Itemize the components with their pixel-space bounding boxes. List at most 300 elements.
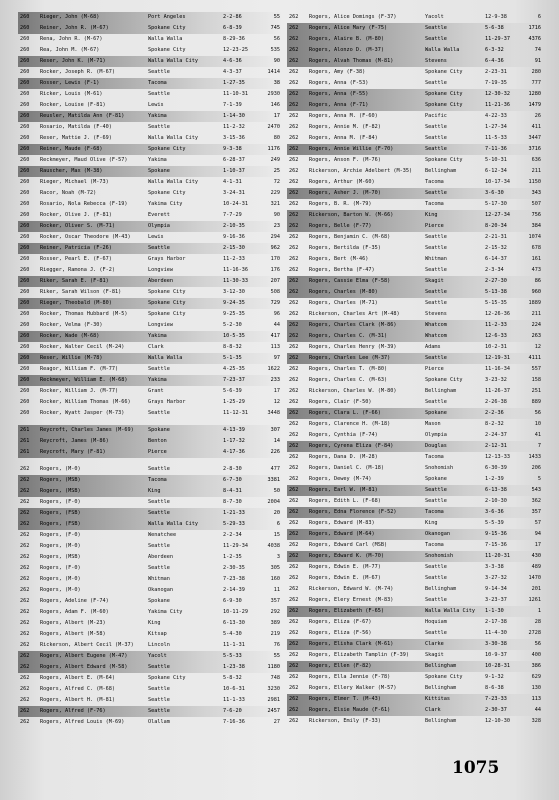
- entry-code: 260: [20, 69, 30, 75]
- entry-number: 748: [270, 675, 280, 681]
- entry-name: Reser, Willie (M-78): [40, 355, 103, 361]
- entry-number: 305: [270, 565, 280, 571]
- index-row: [18, 629, 283, 640]
- entry-code: 262: [20, 697, 30, 703]
- entry-number: 1280: [528, 91, 541, 97]
- entry-place: Kittitas: [425, 696, 450, 702]
- entry-number: 962: [270, 245, 280, 251]
- entry-code: 260: [20, 388, 30, 394]
- entry-code: 262: [289, 234, 299, 240]
- entry-name: Rogers, B. R. (M-79): [309, 201, 372, 207]
- entry-place: Seattle: [148, 499, 170, 505]
- entry-date: 7-11-36: [485, 146, 507, 152]
- index-row: [287, 463, 543, 474]
- entry-code: 262: [289, 25, 299, 31]
- entry-code: 262: [289, 652, 299, 658]
- entry-place: Spokane City: [148, 300, 186, 306]
- index-row: [287, 122, 543, 133]
- entry-place: Seattle: [148, 366, 170, 372]
- entry-date: 6-28-37: [223, 157, 245, 163]
- entry-code: 260: [20, 355, 30, 361]
- index-row: [287, 56, 543, 67]
- entry-place: Seattle: [425, 190, 447, 196]
- entry-name: Rickerson, Charles Art (M-48): [309, 311, 400, 317]
- entry-name: Rogers, Charles (M-71): [309, 300, 378, 306]
- index-row: [287, 529, 543, 540]
- entry-name: Rogers, Belle (F-77): [309, 223, 372, 229]
- entry-number: 206: [531, 465, 541, 471]
- entry-place: Yacolt: [148, 653, 167, 659]
- entry-name: Rogers, (MSB): [40, 488, 81, 494]
- entry-place: Pierce: [148, 449, 167, 455]
- entry-number: 97: [273, 355, 280, 361]
- entry-place: Stevens: [425, 58, 447, 64]
- index-row: [287, 408, 543, 419]
- entry-name: Rocker, William Thomas (M-66): [40, 399, 131, 405]
- index-row: [18, 155, 283, 166]
- entry-name: Rosario, Nola Rebecca (F-19): [40, 201, 128, 207]
- index-row: [18, 541, 283, 552]
- entry-name: Rickerson, Emily (F-33): [309, 718, 381, 724]
- entry-name: Rocker, William J. (M-77): [40, 388, 119, 394]
- entry-date: 12-26-36: [485, 311, 510, 317]
- entry-date: 12-10-30: [485, 718, 510, 724]
- index-row: [287, 573, 543, 584]
- entry-code: 262: [289, 190, 299, 196]
- entry-code: 262: [289, 575, 299, 581]
- entry-code: 262: [289, 69, 299, 75]
- entry-code: 262: [289, 674, 299, 680]
- entry-name: Rogers, (F-0): [40, 565, 81, 571]
- entry-date: 7-1-39: [223, 102, 242, 108]
- entry-place: Bellingham: [425, 586, 457, 592]
- entry-name: Rogers, Dewey (M-74): [309, 476, 372, 482]
- entry-code: 262: [289, 344, 299, 350]
- entry-name: Ricker, Louis (M-61): [40, 91, 103, 97]
- entry-code: 260: [20, 410, 30, 416]
- entry-name: Rocker, Olive J. (F-81): [40, 212, 112, 218]
- entry-place: King: [425, 520, 438, 526]
- index-row: [18, 232, 283, 243]
- index-row: [287, 364, 543, 375]
- entry-name: Racor, Noah (M-72): [40, 190, 97, 196]
- entry-date: 5-1-35: [223, 355, 242, 361]
- entry-number: 636: [531, 157, 541, 163]
- entry-date: 2-10-35: [223, 223, 245, 229]
- entry-date: 2-2-34: [223, 532, 242, 538]
- entry-place: Yakima City: [148, 609, 183, 615]
- entry-number: 2004: [267, 499, 280, 505]
- entry-place: Grays Harbor: [148, 256, 186, 262]
- entry-date: 1-21-33: [223, 510, 245, 516]
- entry-number: 55: [273, 653, 280, 659]
- index-row: [287, 331, 543, 342]
- entry-code: 262: [289, 685, 299, 691]
- entry-number: 7: [537, 443, 541, 449]
- entry-date: 2-3-34: [485, 267, 504, 273]
- entry-name: Rogers, Edith L. (F-68): [309, 498, 381, 504]
- entry-date: 4-17-36: [223, 449, 245, 455]
- entry-place: Bellingham: [425, 685, 457, 691]
- entry-date: 7-15-36: [485, 542, 507, 548]
- entry-name: Reiner, Maude (F-68): [40, 146, 103, 152]
- entry-date: 8-2-32: [485, 421, 504, 427]
- entry-place: Walla Walla City: [148, 179, 198, 185]
- index-row: [287, 694, 543, 705]
- entry-place: Tacoma: [425, 179, 444, 185]
- entry-place: Seattle: [425, 575, 447, 581]
- entry-code: 260: [20, 256, 30, 262]
- entry-code: 262: [289, 245, 299, 251]
- index-row: [287, 518, 543, 529]
- entry-number: 224: [531, 322, 541, 328]
- entry-name: Rogers, Edward K. (M-70): [309, 553, 384, 559]
- entry-place: Stevens: [425, 311, 447, 317]
- entry-code: 262: [289, 91, 299, 97]
- entry-place: Pacific: [425, 113, 447, 119]
- index-row: [18, 486, 283, 497]
- entry-number: 207: [270, 278, 280, 284]
- entry-code: 262: [289, 707, 299, 713]
- entry-name: Reusler, Matilda Ann (F-81): [40, 113, 125, 119]
- entry-number: 477: [270, 466, 280, 472]
- entry-code: 262: [20, 675, 30, 681]
- entry-date: 7-19-35: [485, 80, 507, 86]
- entry-number: 201: [531, 586, 541, 592]
- entry-number: 251: [531, 388, 541, 394]
- entry-code: 262: [20, 521, 30, 527]
- entry-name: Rogers, Albert Eugene (M-47): [40, 653, 128, 659]
- entry-name: Rogers, Charles Clark (M-86): [309, 322, 397, 328]
- entry-name: Rieger, John (M-68): [40, 14, 100, 20]
- entry-name: Rocker, Joseph R. (M-67): [40, 69, 115, 75]
- index-row: [18, 276, 283, 287]
- index-row: [287, 232, 543, 243]
- index-row: [287, 111, 543, 122]
- entry-place: Seattle: [425, 399, 447, 405]
- entry-name: Rogers, (M-0): [40, 543, 81, 549]
- entry-code: 260: [20, 135, 30, 141]
- entry-number: 170: [270, 256, 280, 262]
- index-row: [18, 320, 283, 331]
- entry-number: 2728: [528, 630, 541, 636]
- index-row: [287, 67, 543, 78]
- entry-date: 1-25-29: [223, 399, 245, 405]
- entry-date: 11-30-33: [223, 278, 248, 284]
- entry-place: Olallam: [148, 719, 170, 725]
- entry-place: Spokane: [425, 476, 447, 482]
- entry-place: Yacolt: [425, 14, 444, 20]
- entry-code: 262: [289, 465, 299, 471]
- entry-number: 17: [273, 113, 280, 119]
- entry-place: Clark: [425, 707, 441, 713]
- entry-number: 76: [273, 642, 280, 648]
- entry-date: 4-1-31: [223, 179, 242, 185]
- index-row: [287, 23, 543, 34]
- entry-number: 2457: [267, 708, 280, 714]
- entry-place: Seattle: [425, 289, 447, 295]
- entry-number: 357: [270, 598, 280, 604]
- entry-number: 158: [531, 377, 541, 383]
- entry-date: 6-30-39: [485, 465, 507, 471]
- entry-place: Yakima City: [148, 201, 183, 207]
- entry-name: Rogers, Albert H. (M-81): [40, 697, 115, 703]
- entry-number: 94: [534, 531, 541, 537]
- entry-number: 1889: [528, 300, 541, 306]
- entry-code: 262: [20, 499, 30, 505]
- index-row: [287, 188, 543, 199]
- entry-place: Okanogan: [425, 531, 450, 537]
- entry-place: Wenatchee: [148, 532, 177, 538]
- entry-number: 86: [534, 278, 541, 284]
- entry-date: 4-3-37: [223, 69, 242, 75]
- entry-code: 262: [289, 630, 299, 636]
- entry-name: Rogers, Alaire B. (M-80): [309, 36, 384, 42]
- entry-name: Rogers, Ellen (F-82): [309, 663, 372, 669]
- entry-name: Rogers, (FSB): [40, 521, 81, 527]
- entry-code: 260: [20, 223, 30, 229]
- entry-number: 161: [531, 256, 541, 262]
- entry-date: 6-7-30: [223, 477, 242, 483]
- entry-code: 262: [289, 14, 299, 20]
- index-row: [18, 662, 283, 673]
- entry-place: Douglas: [425, 443, 447, 449]
- entry-place: Benton: [148, 438, 167, 444]
- index-row: [287, 441, 543, 452]
- entry-date: 8-29-36: [223, 36, 245, 42]
- entry-name: Rogers, Edward (M-83): [309, 520, 375, 526]
- entry-place: Pierce: [425, 223, 444, 229]
- entry-number: 1470: [528, 575, 541, 581]
- entry-date: 5-6-39: [223, 388, 242, 394]
- entry-date: 8-8-32: [223, 344, 242, 350]
- entry-name: Rogers, Edwin E. (M-77): [309, 564, 381, 570]
- entry-place: Seattle: [148, 510, 170, 516]
- index-row: [287, 452, 543, 463]
- entry-code: 262: [20, 543, 30, 549]
- entry-code: 262: [289, 597, 299, 603]
- entry-date: 2-27-30: [485, 278, 507, 284]
- entry-place: Seattle: [148, 708, 170, 714]
- entry-code: 262: [289, 256, 299, 262]
- entry-place: Spokane City: [148, 675, 186, 681]
- entry-date: 3-23-37: [485, 597, 507, 603]
- entry-code: 260: [20, 377, 30, 383]
- entry-name: Riker, Sarah Wilson (F-81): [40, 289, 122, 295]
- index-row: [287, 12, 543, 23]
- entry-name: Rosser, Lewis (F-1): [40, 80, 100, 86]
- entry-place: Spokane: [148, 427, 170, 433]
- entry-code: 262: [289, 201, 299, 207]
- entry-date: 6-12-34: [485, 168, 507, 174]
- entry-number: 1261: [528, 597, 541, 603]
- entry-number: 15: [273, 532, 280, 538]
- entry-name: Rogers, Ella Jennie (F-78): [309, 674, 391, 680]
- entry-number: 56: [534, 641, 541, 647]
- entry-number: 57: [534, 520, 541, 526]
- index-row: [287, 386, 543, 397]
- entry-place: Spokane City: [148, 190, 186, 196]
- entry-number: 4038: [267, 543, 280, 549]
- entry-place: Bellingham: [425, 718, 457, 724]
- entry-place: Port Angeles: [148, 14, 186, 20]
- entry-name: Rickerson, Charles W. (M-80): [309, 388, 397, 394]
- entry-number: 23: [273, 223, 280, 229]
- index-row: [287, 155, 543, 166]
- index-row: [287, 430, 543, 441]
- entry-date: 1-23-38: [223, 664, 245, 670]
- index-row: [287, 221, 543, 232]
- entry-date: 12-23-25: [223, 47, 248, 53]
- entry-place: Seattle: [148, 69, 170, 75]
- entry-code: 260: [20, 14, 30, 20]
- entry-name: Rogers, Albert (M-23): [40, 620, 106, 626]
- entry-code: 262: [289, 586, 299, 592]
- entry-number: 10: [534, 421, 541, 427]
- entry-name: Rogers, Edward (M-64): [309, 531, 375, 537]
- entry-number: 80: [273, 135, 280, 141]
- entry-code: 262: [289, 443, 299, 449]
- entry-name: Rogers, Eliza (F-67): [309, 619, 372, 625]
- entry-place: Tacoma: [148, 80, 167, 86]
- entry-number: 745: [270, 25, 280, 31]
- entry-date: 10-28-31: [485, 663, 510, 669]
- index-row: [18, 519, 283, 530]
- entry-code: 262: [20, 631, 30, 637]
- index-row: [18, 574, 283, 585]
- entry-number: 90: [273, 212, 280, 218]
- entry-place: Seattle: [148, 91, 170, 97]
- entry-code: 262: [20, 554, 30, 560]
- entry-number: 430: [531, 553, 541, 559]
- entry-name: Rogers, (F-0): [40, 499, 81, 505]
- entry-number: 226: [270, 449, 280, 455]
- entry-date: 7-16-36: [223, 719, 245, 725]
- entry-date: 10-9-37: [485, 652, 507, 658]
- index-row: [287, 617, 543, 628]
- entry-number: 3447: [528, 135, 541, 141]
- index-row: [18, 78, 283, 89]
- index-row: [18, 342, 283, 353]
- right-column: [287, 12, 543, 727]
- entry-name: Rocker, Thomas Hubbard (M-5): [40, 311, 128, 317]
- entry-place: Tacoma: [425, 201, 444, 207]
- entry-place: Seattle: [148, 410, 170, 416]
- entry-name: Rogers, Elsie Maude (F-61): [309, 707, 391, 713]
- entry-code: 262: [20, 653, 30, 659]
- entry-place: Walla Walla City: [148, 521, 198, 527]
- entry-number: 72: [273, 179, 280, 185]
- entry-name: Rosario, Matilda (F-40): [40, 124, 112, 130]
- index-row: [287, 672, 543, 683]
- entry-place: Okanogan: [148, 587, 173, 593]
- entry-name: Rogers, (MSB): [40, 477, 81, 483]
- entry-place: Seattle: [425, 146, 447, 152]
- index-row: [18, 717, 283, 728]
- entry-date: 11-2-32: [223, 124, 245, 130]
- entry-number: 130: [531, 685, 541, 691]
- entry-name: Reycroft, Charles James (M-69): [40, 427, 134, 433]
- entry-name: Rogers, (M-0): [40, 587, 81, 593]
- entry-name: Reckmeyer, William E. (M-68): [40, 377, 128, 383]
- entry-date: 3-23-32: [485, 377, 507, 383]
- entry-number: 489: [531, 564, 541, 570]
- entry-date: 12-13-33: [485, 454, 510, 460]
- entry-code: 262: [289, 454, 299, 460]
- index-row: [287, 320, 543, 331]
- entry-number: 629: [531, 674, 541, 680]
- entry-date: 3-3-38: [485, 564, 504, 570]
- index-row: [287, 716, 543, 727]
- entry-number: 400: [531, 652, 541, 658]
- entry-place: Seattle: [425, 245, 447, 251]
- entry-name: Rauscher, Max (M-38): [40, 168, 103, 174]
- index-row: [18, 640, 283, 651]
- index-row: [287, 298, 543, 309]
- entry-place: Spokane: [148, 598, 170, 604]
- index-row: [18, 353, 283, 364]
- entry-code: 260: [20, 58, 30, 64]
- entry-place: Tacoma: [425, 509, 444, 515]
- entry-date: 3-15-36: [223, 135, 245, 141]
- entry-date: 4-13-39: [223, 427, 245, 433]
- entry-date: 8-4-31: [223, 488, 242, 494]
- entry-number: 14: [273, 438, 280, 444]
- entry-name: Rogers, Anna M. (F-60): [309, 113, 378, 119]
- entry-date: 2-30-35: [223, 565, 245, 571]
- entry-name: Rogers, Albert E. (M-64): [40, 675, 115, 681]
- entry-name: Rogers, Alfred (F-76): [40, 708, 106, 714]
- index-row: [18, 298, 283, 309]
- index-row: [18, 397, 283, 408]
- entry-name: Rogers, (M-0): [40, 466, 81, 472]
- index-row: [287, 485, 543, 496]
- entry-place: Walla Walla City: [425, 608, 475, 614]
- entry-date: 6-8-39: [223, 25, 242, 31]
- entry-place: Yakima: [148, 333, 167, 339]
- entry-date: 1-10-37: [223, 168, 245, 174]
- entry-name: Riker, Sarah E. (F-81): [40, 278, 109, 284]
- index-row: [18, 45, 283, 56]
- entry-name: Rogers, Eliza (F-56): [309, 630, 372, 636]
- entry-name: Rocker, Wade (M-68): [40, 333, 100, 339]
- left-column: [18, 12, 283, 728]
- entry-place: Seattle: [425, 597, 447, 603]
- entry-place: Spokane City: [148, 25, 186, 31]
- entry-code: 262: [20, 708, 30, 714]
- entry-place: Seattle: [148, 664, 170, 670]
- entry-place: Spokane: [425, 410, 447, 416]
- entry-place: Seattle: [425, 498, 447, 504]
- entry-place: Longview: [148, 322, 173, 328]
- entry-code: 262: [289, 289, 299, 295]
- entry-code: 262: [289, 135, 299, 141]
- entry-code: 262: [289, 608, 299, 614]
- entry-code: 262: [289, 212, 299, 218]
- entry-name: Rosser, Pearl E. (F-67): [40, 256, 112, 262]
- entry-code: 262: [20, 719, 30, 725]
- index-row: [287, 78, 543, 89]
- entry-code: 260: [20, 399, 30, 405]
- entry-number: 211: [531, 168, 541, 174]
- entry-number: 1150: [528, 179, 541, 185]
- entry-date: 11-1-31: [223, 642, 245, 648]
- index-row: [287, 562, 543, 573]
- entry-number: 113: [531, 696, 541, 702]
- page-number: 1075: [452, 758, 500, 778]
- entry-place: Seattle: [425, 300, 447, 306]
- entry-name: Rogers, Charles C. (M-63): [309, 377, 388, 383]
